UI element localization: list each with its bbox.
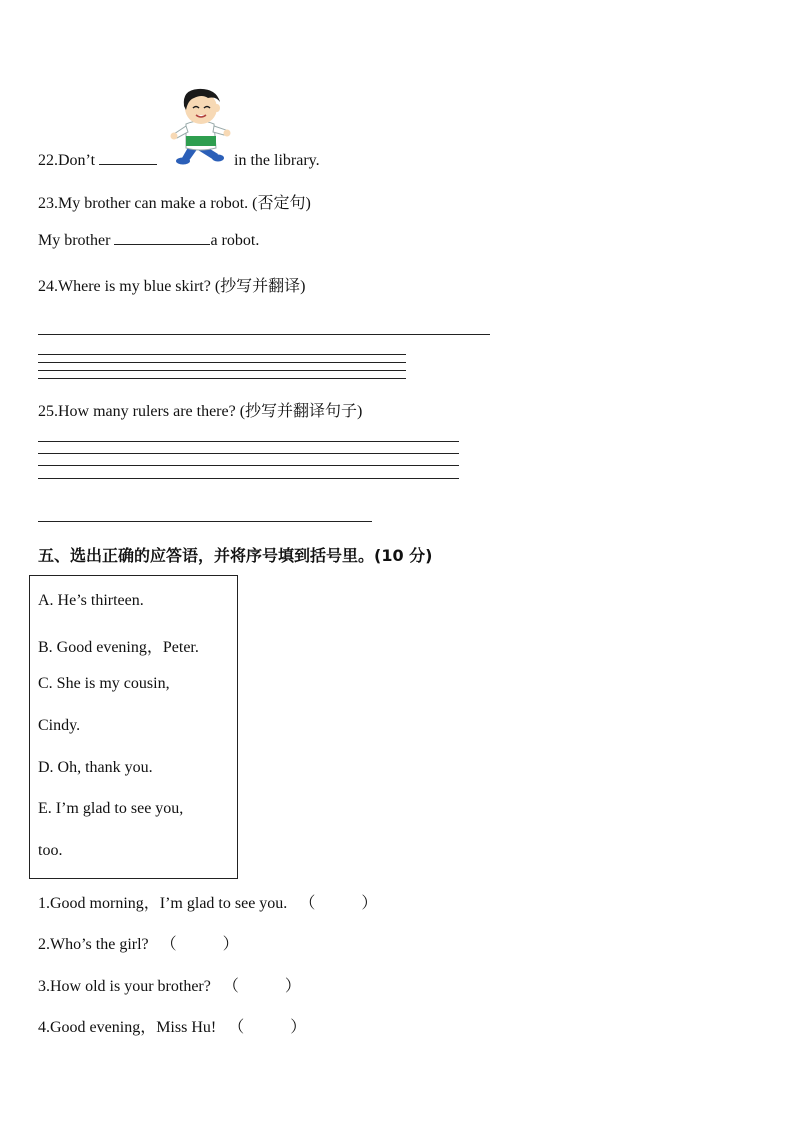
q24-writing-line[interactable] <box>38 354 406 355</box>
answer-paren-close: ） <box>361 895 378 912</box>
answer-paren-open: （ <box>160 936 177 953</box>
option-c: C. She is my cousin, <box>38 675 170 692</box>
question-23-prompt: 23.My brother can make a robot. (否定句) <box>38 195 311 212</box>
answer-paren-close: ） <box>290 1019 307 1036</box>
option-e: E. I’m glad to see you, <box>38 800 184 817</box>
question-22 <box>38 152 157 170</box>
running-boy-icon <box>168 84 234 170</box>
match-question-2 <box>38 931 239 954</box>
answer-paren-open: （ <box>228 1019 245 1036</box>
answer-paren-open: （ <box>222 978 239 995</box>
q23-answer-prefix: My brother <box>38 232 111 249</box>
q22-prefix: 22.Don’t <box>38 152 96 169</box>
answer-paren-close: ） <box>284 978 301 995</box>
q25-writing-line[interactable] <box>38 441 459 442</box>
q24-writing-line[interactable] <box>38 370 406 371</box>
match-question-4 <box>38 1014 306 1037</box>
q22-answer-blank[interactable] <box>99 152 157 165</box>
option-a: A. He’s thirteen. <box>38 592 144 609</box>
match-question-3 <box>38 973 301 996</box>
q22-suffix: in the library. <box>234 152 320 169</box>
q23-answer-suffix: a robot. <box>210 232 260 249</box>
q25-writing-line[interactable] <box>38 521 372 522</box>
q24-writing-line[interactable] <box>38 378 406 379</box>
q25-writing-line[interactable] <box>38 465 459 466</box>
q23-answer-blank[interactable] <box>114 232 210 245</box>
section-5-title: 五、选出正确的应答语，并将序号填到括号里。(10 分) <box>38 546 433 565</box>
q24-writing-line[interactable] <box>38 362 406 363</box>
match-question-text: 4.Good evening，Miss Hu! <box>38 1019 217 1036</box>
answer-paren-open: （ <box>299 895 316 912</box>
question-23-answer <box>38 232 259 250</box>
match-question-text: 3.How old is your brother? <box>38 978 211 995</box>
match-question-text: 2.Who’s the girl? <box>38 936 149 953</box>
option-c-continued: Cindy. <box>38 717 81 734</box>
q25-writing-line[interactable] <box>38 478 459 479</box>
option-b: B. Good evening，Peter. <box>38 639 199 656</box>
answer-paren-close: ） <box>222 936 239 953</box>
q25-writing-line[interactable] <box>38 453 459 454</box>
match-question-1 <box>38 890 377 913</box>
q24-writing-line[interactable] <box>38 334 490 335</box>
question-25-prompt: 25.How many rulers are there? (抄写并翻译句子) <box>38 403 363 420</box>
option-e-continued: too. <box>38 842 63 859</box>
option-d: D. Oh, thank you. <box>38 759 153 776</box>
question-24-prompt: 24.Where is my blue skirt? (抄写并翻译) <box>38 278 306 295</box>
match-question-text: 1.Good morning，I’m glad to see you. <box>38 895 288 912</box>
